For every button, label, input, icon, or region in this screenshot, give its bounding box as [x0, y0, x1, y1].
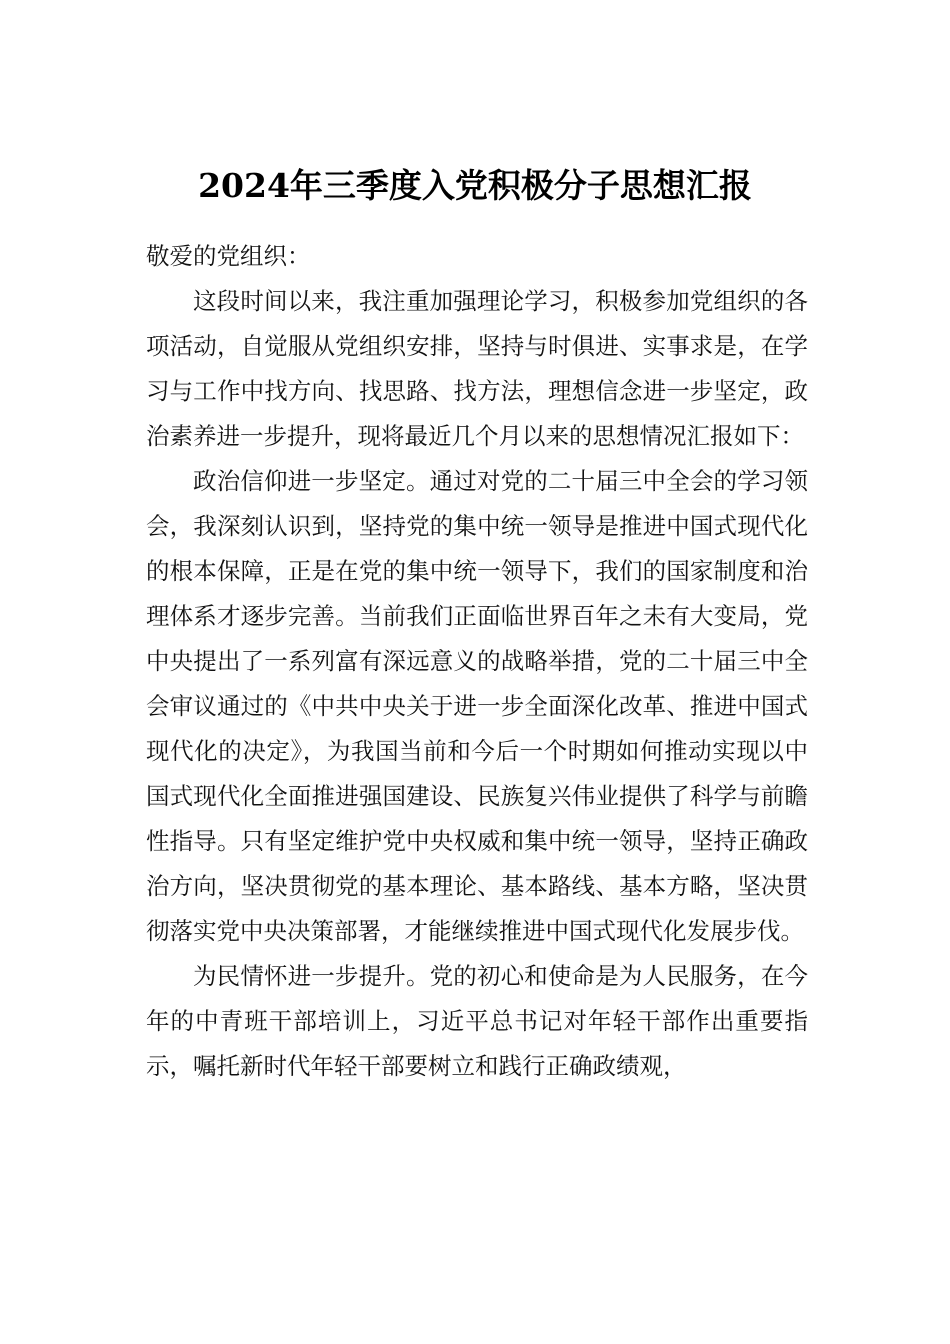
document-body: [146, 234, 808, 1089]
paragraph-political-belief: 政治信仰进一步坚定。通过对党的二十届三中全会的学习领会，我深刻认识到，坚持党的集中统一领导是推进中国式现代化的根本保障，正是在党的集中统一领导下，我们的国家制度和治理体系才逐步完善。当前我们正面临世界百年之未有大变局，党中央提出了一系列富有深远意义的战略举措，党的二十届三中全会审议通过的《中共中央关于进一步全面深化改革、推进中国式现代化的决定》，为我国当前和今后一个时期如何推动实现以中国式现代化全面推进强国建设、民族复兴伟业提供了科学与前瞻性指导。只有坚定维护党中央权威和集中统一领导，坚持正确政治方向，坚决贯彻党的基本理论、基本路线、基本方略，坚决贯彻落实党中央决策部署，才能继续推进中国式现代化发展步伐。: [146, 467, 808, 945]
paragraph-people-sentiment: 为民情怀进一步提升。党的初心和使命是为人民服务，在今年的中青班干部培训上，习近平总书记对年轻干部作出重要指示，嘱托新时代年轻干部要树立和践行正确政绩观，: [146, 962, 808, 1080]
document-title: 2024年三季度入党积极分子思想汇报: [198, 166, 752, 205]
paragraph-intro: 这段时间以来，我注重加强理论学习，积极参加党组织的各项活动，自觉服从党组织安排，坚持与时俱进、实事求是，在学习与工作中找方向、找思路、找方法，理想信念进一步坚定，政治素养进一步提升，现将最近几个月以来的思想情况汇报如下：: [146, 287, 808, 450]
salutation: 敬爱的党组织：: [146, 242, 311, 270]
